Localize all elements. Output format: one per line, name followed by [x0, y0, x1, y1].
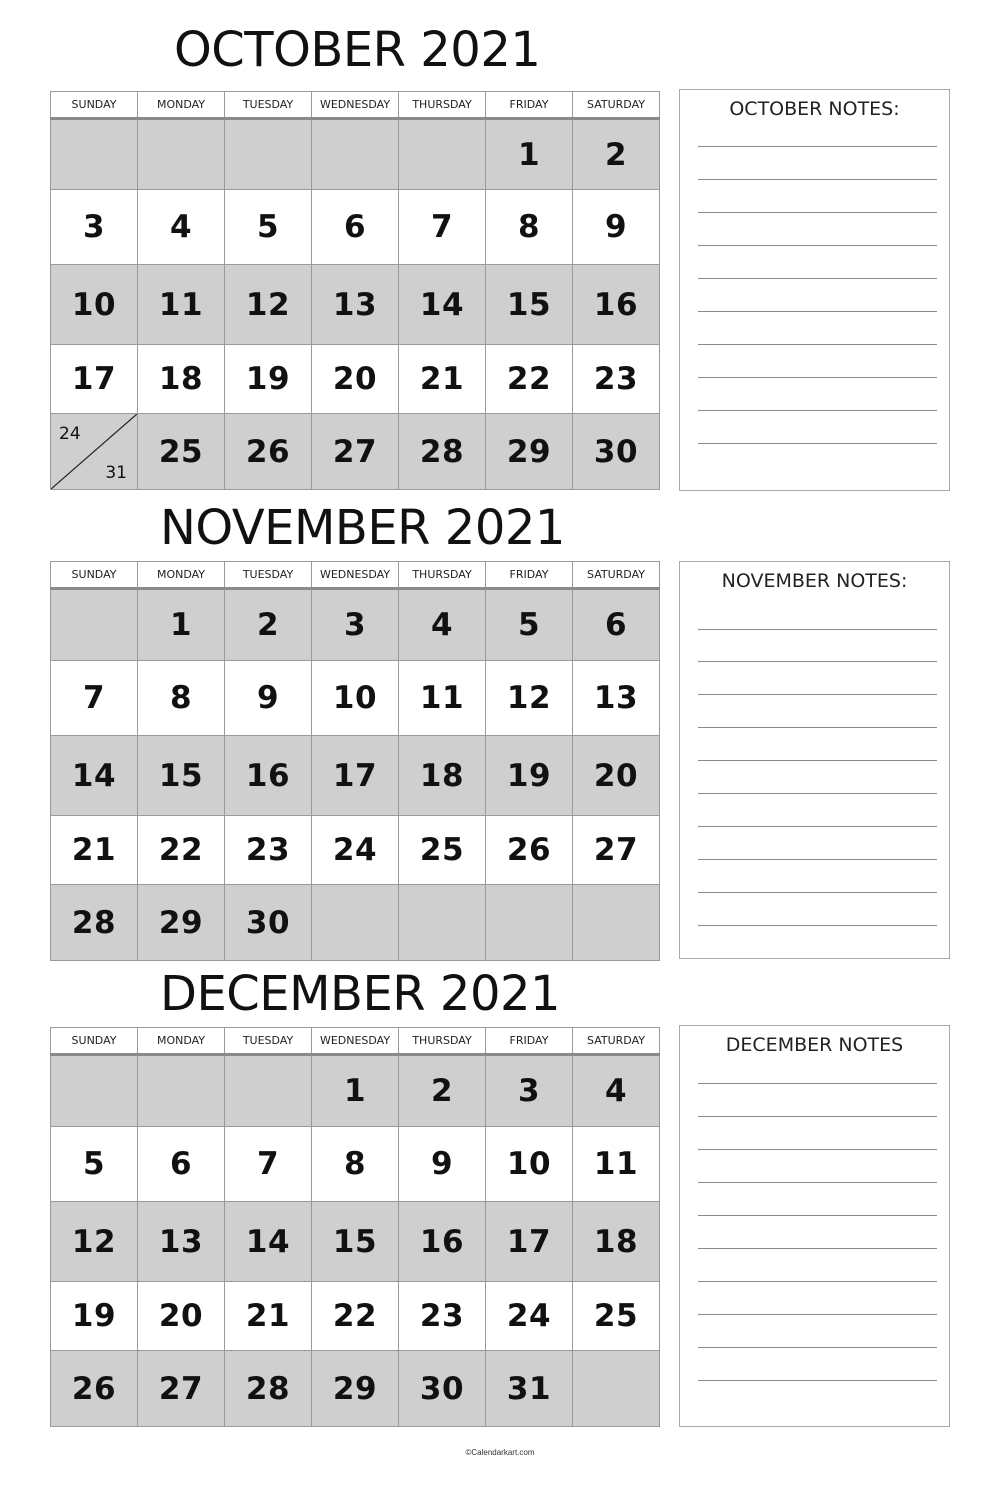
weekday-saturday: SATURDAY: [573, 92, 660, 119]
day-cell: 28: [51, 885, 138, 961]
day-cell: 17: [486, 1202, 573, 1282]
week-row: [51, 661, 660, 736]
note-line[interactable]: [698, 1347, 937, 1348]
week-row: [51, 1351, 660, 1427]
day-cell: [225, 1055, 312, 1127]
day-cell: 26: [51, 1351, 138, 1427]
split-day-cell: [51, 414, 138, 490]
day-cell: [51, 119, 138, 190]
day-cell: 8: [486, 190, 573, 265]
day-cell: 12: [225, 265, 312, 345]
note-line[interactable]: [698, 793, 937, 794]
day-cell: 14: [225, 1202, 312, 1282]
week-row: [51, 1055, 660, 1127]
day-cell: 16: [573, 265, 660, 345]
day-cell: 24: [312, 816, 399, 885]
day-cell: 21: [225, 1282, 312, 1351]
note-line[interactable]: [698, 212, 937, 213]
day-cell: 4: [138, 190, 225, 265]
note-line[interactable]: [698, 694, 937, 695]
week-row: [51, 589, 660, 661]
day-cell: 7: [51, 661, 138, 736]
note-line[interactable]: [698, 179, 937, 180]
day-cell: 1: [138, 589, 225, 661]
day-cell: 22: [312, 1282, 399, 1351]
day-cell: 26: [486, 816, 573, 885]
note-line[interactable]: [698, 1083, 937, 1084]
weekday-monday: MONDAY: [138, 1028, 225, 1055]
day-cell: 22: [486, 345, 573, 414]
day-cell: 14: [399, 265, 486, 345]
day-cell: 11: [573, 1127, 660, 1202]
weekday-friday: FRIDAY: [486, 562, 573, 589]
day-cell: 3: [51, 190, 138, 265]
day-cell: 25: [138, 414, 225, 490]
day-cell: [138, 1055, 225, 1127]
note-line[interactable]: [698, 443, 937, 444]
day-cell: 10: [312, 661, 399, 736]
note-line[interactable]: [698, 727, 937, 728]
note-line[interactable]: [698, 1149, 937, 1150]
day-cell: [312, 119, 399, 190]
day-cell: 19: [51, 1282, 138, 1351]
note-line[interactable]: [698, 1314, 937, 1315]
weekday-wednesday: WEDNESDAY: [312, 92, 399, 119]
day-cell: 13: [312, 265, 399, 345]
day-cell: 28: [399, 414, 486, 490]
note-line[interactable]: [698, 1215, 937, 1216]
day-cell: 4: [573, 1055, 660, 1127]
note-line[interactable]: [698, 661, 937, 662]
day-cell: 7: [225, 1127, 312, 1202]
weekday-friday: FRIDAY: [486, 92, 573, 119]
weekday-thursday: THURSDAY: [399, 1028, 486, 1055]
day-cell: 20: [312, 345, 399, 414]
weekday-thursday: THURSDAY: [399, 562, 486, 589]
day-cell: 14: [51, 736, 138, 816]
october-notes-title: OCTOBER NOTES:: [729, 98, 900, 120]
day-cell: 15: [138, 736, 225, 816]
day-cell: 2: [225, 589, 312, 661]
november-calendar-grid: [50, 561, 660, 961]
day-cell: 29: [486, 414, 573, 490]
day-cell: 26: [225, 414, 312, 490]
split-day-second: 31: [105, 463, 127, 483]
day-cell: 29: [312, 1351, 399, 1427]
weekday-header-row: [51, 1028, 660, 1055]
weekday-sunday: SUNDAY: [51, 562, 138, 589]
day-cell: 20: [573, 736, 660, 816]
day-cell: 12: [51, 1202, 138, 1282]
day-cell: 30: [399, 1351, 486, 1427]
weekday-saturday: SATURDAY: [573, 1028, 660, 1055]
december-title: DECEMBER 2021: [160, 966, 561, 1022]
week-row: [51, 119, 660, 190]
day-cell: [312, 885, 399, 961]
note-line[interactable]: [698, 760, 937, 761]
day-cell: 19: [486, 736, 573, 816]
day-cell: [573, 1351, 660, 1427]
day-cell: 5: [225, 190, 312, 265]
week-row: [51, 345, 660, 414]
day-cell: 1: [312, 1055, 399, 1127]
week-row: [51, 1202, 660, 1282]
day-cell: 25: [573, 1282, 660, 1351]
day-cell: 30: [573, 414, 660, 490]
day-cell: 9: [225, 661, 312, 736]
day-cell: [399, 119, 486, 190]
note-line[interactable]: [698, 629, 937, 630]
day-cell: 8: [138, 661, 225, 736]
day-cell: [138, 119, 225, 190]
day-cell: 1: [486, 119, 573, 190]
day-cell: 4: [399, 589, 486, 661]
day-cell: 25: [399, 816, 486, 885]
december-notes-box: [679, 1025, 950, 1427]
october-calendar-grid: [50, 91, 660, 490]
day-cell: 21: [51, 816, 138, 885]
day-cell: 11: [399, 661, 486, 736]
october-title: OCTOBER 2021: [174, 22, 541, 78]
day-cell: 13: [573, 661, 660, 736]
weekday-header-row: [51, 562, 660, 589]
note-line[interactable]: [698, 1182, 937, 1183]
note-line[interactable]: [698, 410, 937, 411]
november-title: NOVEMBER 2021: [160, 500, 565, 556]
day-cell: 27: [138, 1351, 225, 1427]
note-line[interactable]: [698, 377, 937, 378]
december-notes-title: DECEMBER NOTES: [725, 1034, 904, 1056]
day-cell: [399, 885, 486, 961]
day-cell: 20: [138, 1282, 225, 1351]
weekday-wednesday: WEDNESDAY: [312, 562, 399, 589]
weekday-tuesday: TUESDAY: [225, 1028, 312, 1055]
day-cell: [573, 885, 660, 961]
day-cell: 6: [573, 589, 660, 661]
day-cell: 27: [312, 414, 399, 490]
weekday-wednesday: WEDNESDAY: [312, 1028, 399, 1055]
day-cell: 17: [312, 736, 399, 816]
day-cell: 5: [486, 589, 573, 661]
day-cell: 5: [51, 1127, 138, 1202]
note-line[interactable]: [698, 311, 937, 312]
day-cell: 11: [138, 265, 225, 345]
note-line[interactable]: [698, 892, 937, 893]
day-cell: 7: [399, 190, 486, 265]
day-cell: 27: [573, 816, 660, 885]
day-cell: 3: [486, 1055, 573, 1127]
day-cell: 10: [51, 265, 138, 345]
note-line[interactable]: [698, 278, 937, 279]
day-cell: 17: [51, 345, 138, 414]
note-line[interactable]: [698, 1248, 937, 1249]
day-cell: 23: [225, 816, 312, 885]
day-cell: 8: [312, 1127, 399, 1202]
day-cell: 16: [225, 736, 312, 816]
day-cell: 9: [399, 1127, 486, 1202]
november-notes-box: [679, 561, 950, 959]
day-cell: 29: [138, 885, 225, 961]
day-cell: [486, 885, 573, 961]
weekday-header-row: [51, 92, 660, 119]
november-notes-title: NOVEMBER NOTES:: [721, 570, 908, 592]
december-calendar-grid: [50, 1027, 660, 1427]
day-cell: 2: [573, 119, 660, 190]
note-line[interactable]: [698, 1380, 937, 1381]
note-line[interactable]: [698, 826, 937, 827]
week-row: [51, 1127, 660, 1202]
week-row: [51, 1282, 660, 1351]
footer-credit: ©Calendarkart.com: [465, 1448, 535, 1457]
note-line[interactable]: [698, 859, 937, 860]
weekday-monday: MONDAY: [138, 562, 225, 589]
note-line[interactable]: [698, 925, 937, 926]
day-cell: [51, 589, 138, 661]
weekday-saturday: SATURDAY: [573, 562, 660, 589]
weekday-thursday: THURSDAY: [399, 92, 486, 119]
day-cell: 15: [312, 1202, 399, 1282]
week-row: [51, 816, 660, 885]
note-line[interactable]: [698, 146, 937, 147]
week-row: [51, 414, 660, 490]
day-cell: 3: [312, 589, 399, 661]
weekday-friday: FRIDAY: [486, 1028, 573, 1055]
week-row: [51, 190, 660, 265]
day-cell: 18: [138, 345, 225, 414]
day-cell: 6: [312, 190, 399, 265]
day-cell: 31: [486, 1351, 573, 1427]
day-cell: 15: [486, 265, 573, 345]
weekday-tuesday: TUESDAY: [225, 562, 312, 589]
note-line[interactable]: [698, 245, 937, 246]
weekday-sunday: SUNDAY: [51, 1028, 138, 1055]
day-cell: 16: [399, 1202, 486, 1282]
day-cell: 22: [138, 816, 225, 885]
day-cell: 24: [486, 1282, 573, 1351]
weekday-monday: MONDAY: [138, 92, 225, 119]
day-cell: 2: [399, 1055, 486, 1127]
week-row: [51, 736, 660, 816]
note-line[interactable]: [698, 1281, 937, 1282]
day-cell: 10: [486, 1127, 573, 1202]
day-cell: 13: [138, 1202, 225, 1282]
day-cell: 12: [486, 661, 573, 736]
day-cell: 6: [138, 1127, 225, 1202]
day-cell: 19: [225, 345, 312, 414]
note-line[interactable]: [698, 344, 937, 345]
october-notes-box: [679, 89, 950, 491]
day-cell: 23: [399, 1282, 486, 1351]
day-cell: [225, 119, 312, 190]
weekday-tuesday: TUESDAY: [225, 92, 312, 119]
note-line[interactable]: [698, 1116, 937, 1117]
day-cell: 30: [225, 885, 312, 961]
weekday-sunday: SUNDAY: [51, 92, 138, 119]
day-cell: 21: [399, 345, 486, 414]
split-day-first: 24: [59, 424, 81, 444]
day-cell: 18: [399, 736, 486, 816]
day-cell: 23: [573, 345, 660, 414]
day-cell: 28: [225, 1351, 312, 1427]
day-cell: 9: [573, 190, 660, 265]
day-cell: 18: [573, 1202, 660, 1282]
week-row: [51, 885, 660, 961]
week-row: [51, 265, 660, 345]
day-cell: [51, 1055, 138, 1127]
